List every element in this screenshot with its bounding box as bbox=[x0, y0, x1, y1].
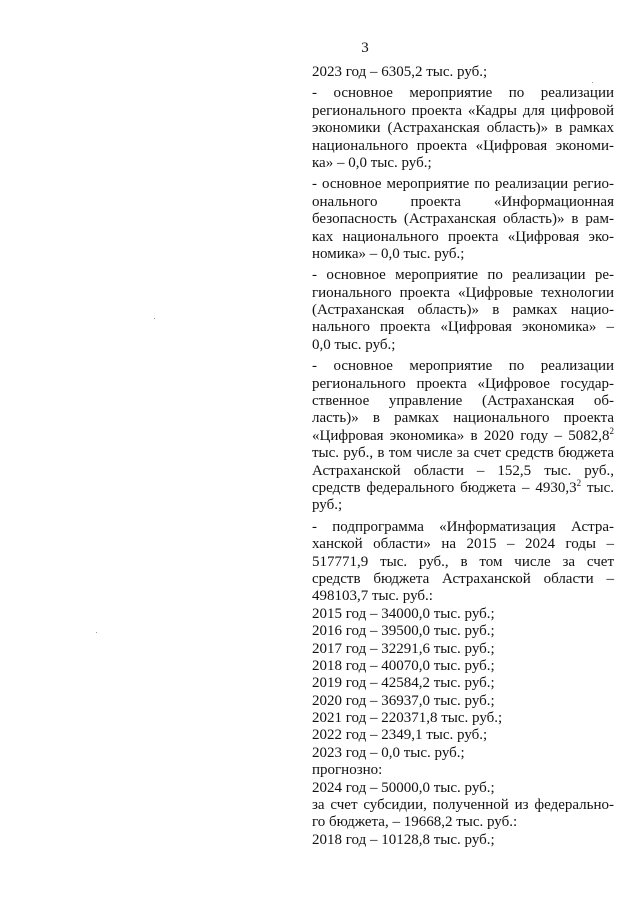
text-line: - подпрограмма «Информатизация Астра- bbox=[312, 518, 614, 535]
scan-speck bbox=[592, 82, 593, 83]
year-amount-line: 2018 год – 10128,8 тыс. руб.; bbox=[312, 831, 495, 848]
text-line: 498103,7 тыс. руб.: bbox=[312, 588, 433, 605]
text-line: Астраханской области – 152,5 тыс. руб., bbox=[312, 462, 614, 479]
text-line bbox=[312, 425, 614, 445]
text-line: - основное мероприятие по реализации bbox=[312, 85, 614, 102]
text-line: - основное мероприятие по реализации bbox=[312, 358, 614, 375]
year-amount-line: 2019 год – 42584,2 тыс. руб.; bbox=[312, 675, 495, 692]
text-line: тыс. руб., в том числе за счет средств бюджета bbox=[312, 445, 614, 462]
text-line: регионального проекта «Кадры для цифровой bbox=[312, 102, 614, 119]
text-line bbox=[312, 477, 614, 497]
text-line: гионального проекта «Цифровые технологии bbox=[312, 284, 614, 301]
text-line: 0,0 тыс. руб.; bbox=[312, 336, 396, 353]
year-amount-line: 2022 год – 2349,1 тыс. руб.; bbox=[312, 727, 488, 744]
scan-speck bbox=[96, 632, 97, 633]
document-body bbox=[312, 64, 614, 849]
text-line: ласть)» в рамках национального проекта bbox=[312, 410, 614, 427]
text-line: номика» – 0,0 тыс. руб.; bbox=[312, 245, 465, 262]
year-amount-line: 2017 год – 32291,6 тыс. руб.; bbox=[312, 640, 495, 657]
footnote-mark: 2 bbox=[576, 477, 582, 488]
text-fragment: тыс. bbox=[581, 479, 614, 496]
text-line: руб.; bbox=[312, 497, 343, 514]
text-line: безопасность (Астраханская область)» в рам- bbox=[312, 211, 614, 228]
text-fragment: «Цифровая экономика» в 2020 году – 5082,8 bbox=[312, 427, 610, 444]
text-line: 517771,9 тыс. руб., в том числе за счет bbox=[312, 553, 614, 570]
text-line: ках национального проекта «Цифровая эко- bbox=[312, 228, 614, 245]
text-line: ка» – 0,0 тыс. руб.; bbox=[312, 154, 432, 171]
text-line: го бюджета, – 19668,2 тыс. руб.: bbox=[312, 814, 518, 831]
year-amount-line: 2023 год – 0,0 тыс. руб.; bbox=[312, 744, 465, 761]
text-line: регионального проекта «Цифровое государ- bbox=[312, 375, 614, 392]
text-line: нального проекта «Цифровая экономика» – bbox=[312, 319, 614, 336]
text-line: ханской области» на 2015 – 2024 годы – bbox=[312, 536, 614, 553]
year-amount-line: 2015 год – 34000,0 тыс. руб.; bbox=[312, 605, 495, 622]
text-line: средств бюджета Астраханской области – bbox=[312, 570, 614, 587]
text-line: - основное мероприятие по реализации ре- bbox=[312, 267, 614, 284]
text-line: 2023 год – 6305,2 тыс. руб.; bbox=[312, 64, 488, 80]
year-amount-line: 2024 год – 50000,0 тыс. руб.; bbox=[312, 779, 495, 796]
scan-speck bbox=[154, 318, 155, 319]
year-amount-line: 2021 год – 220371,8 тыс. руб.; bbox=[312, 710, 503, 727]
footnote-mark: 2 bbox=[609, 425, 614, 436]
text-line: - основное мероприятие по реализации регио- bbox=[312, 176, 614, 193]
text-line: онального проекта «Информационная bbox=[312, 193, 614, 210]
page-number: 3 bbox=[361, 40, 369, 56]
year-amount-line: 2020 год – 36937,0 тыс. руб.; bbox=[312, 692, 495, 709]
text-line: национального проекта «Цифровая экономи- bbox=[312, 137, 614, 154]
text-line: за счет субсидии, полученной из федерально- bbox=[312, 797, 614, 814]
year-amount-line: 2016 год – 39500,0 тыс. руб.; bbox=[312, 623, 495, 640]
text-line: прогнозно: bbox=[312, 762, 383, 779]
text-fragment: средств федерального бюджета – 4930,3 bbox=[312, 479, 577, 496]
text-line: (Астраханская область)» в рамках нацио- bbox=[312, 302, 614, 319]
text-line: экономики (Астраханская область)» в рамках bbox=[312, 120, 614, 137]
year-amount-line: 2018 год – 40070,0 тыс. руб.; bbox=[312, 657, 495, 674]
text-line: ственное управление (Астраханская об- bbox=[312, 393, 614, 410]
